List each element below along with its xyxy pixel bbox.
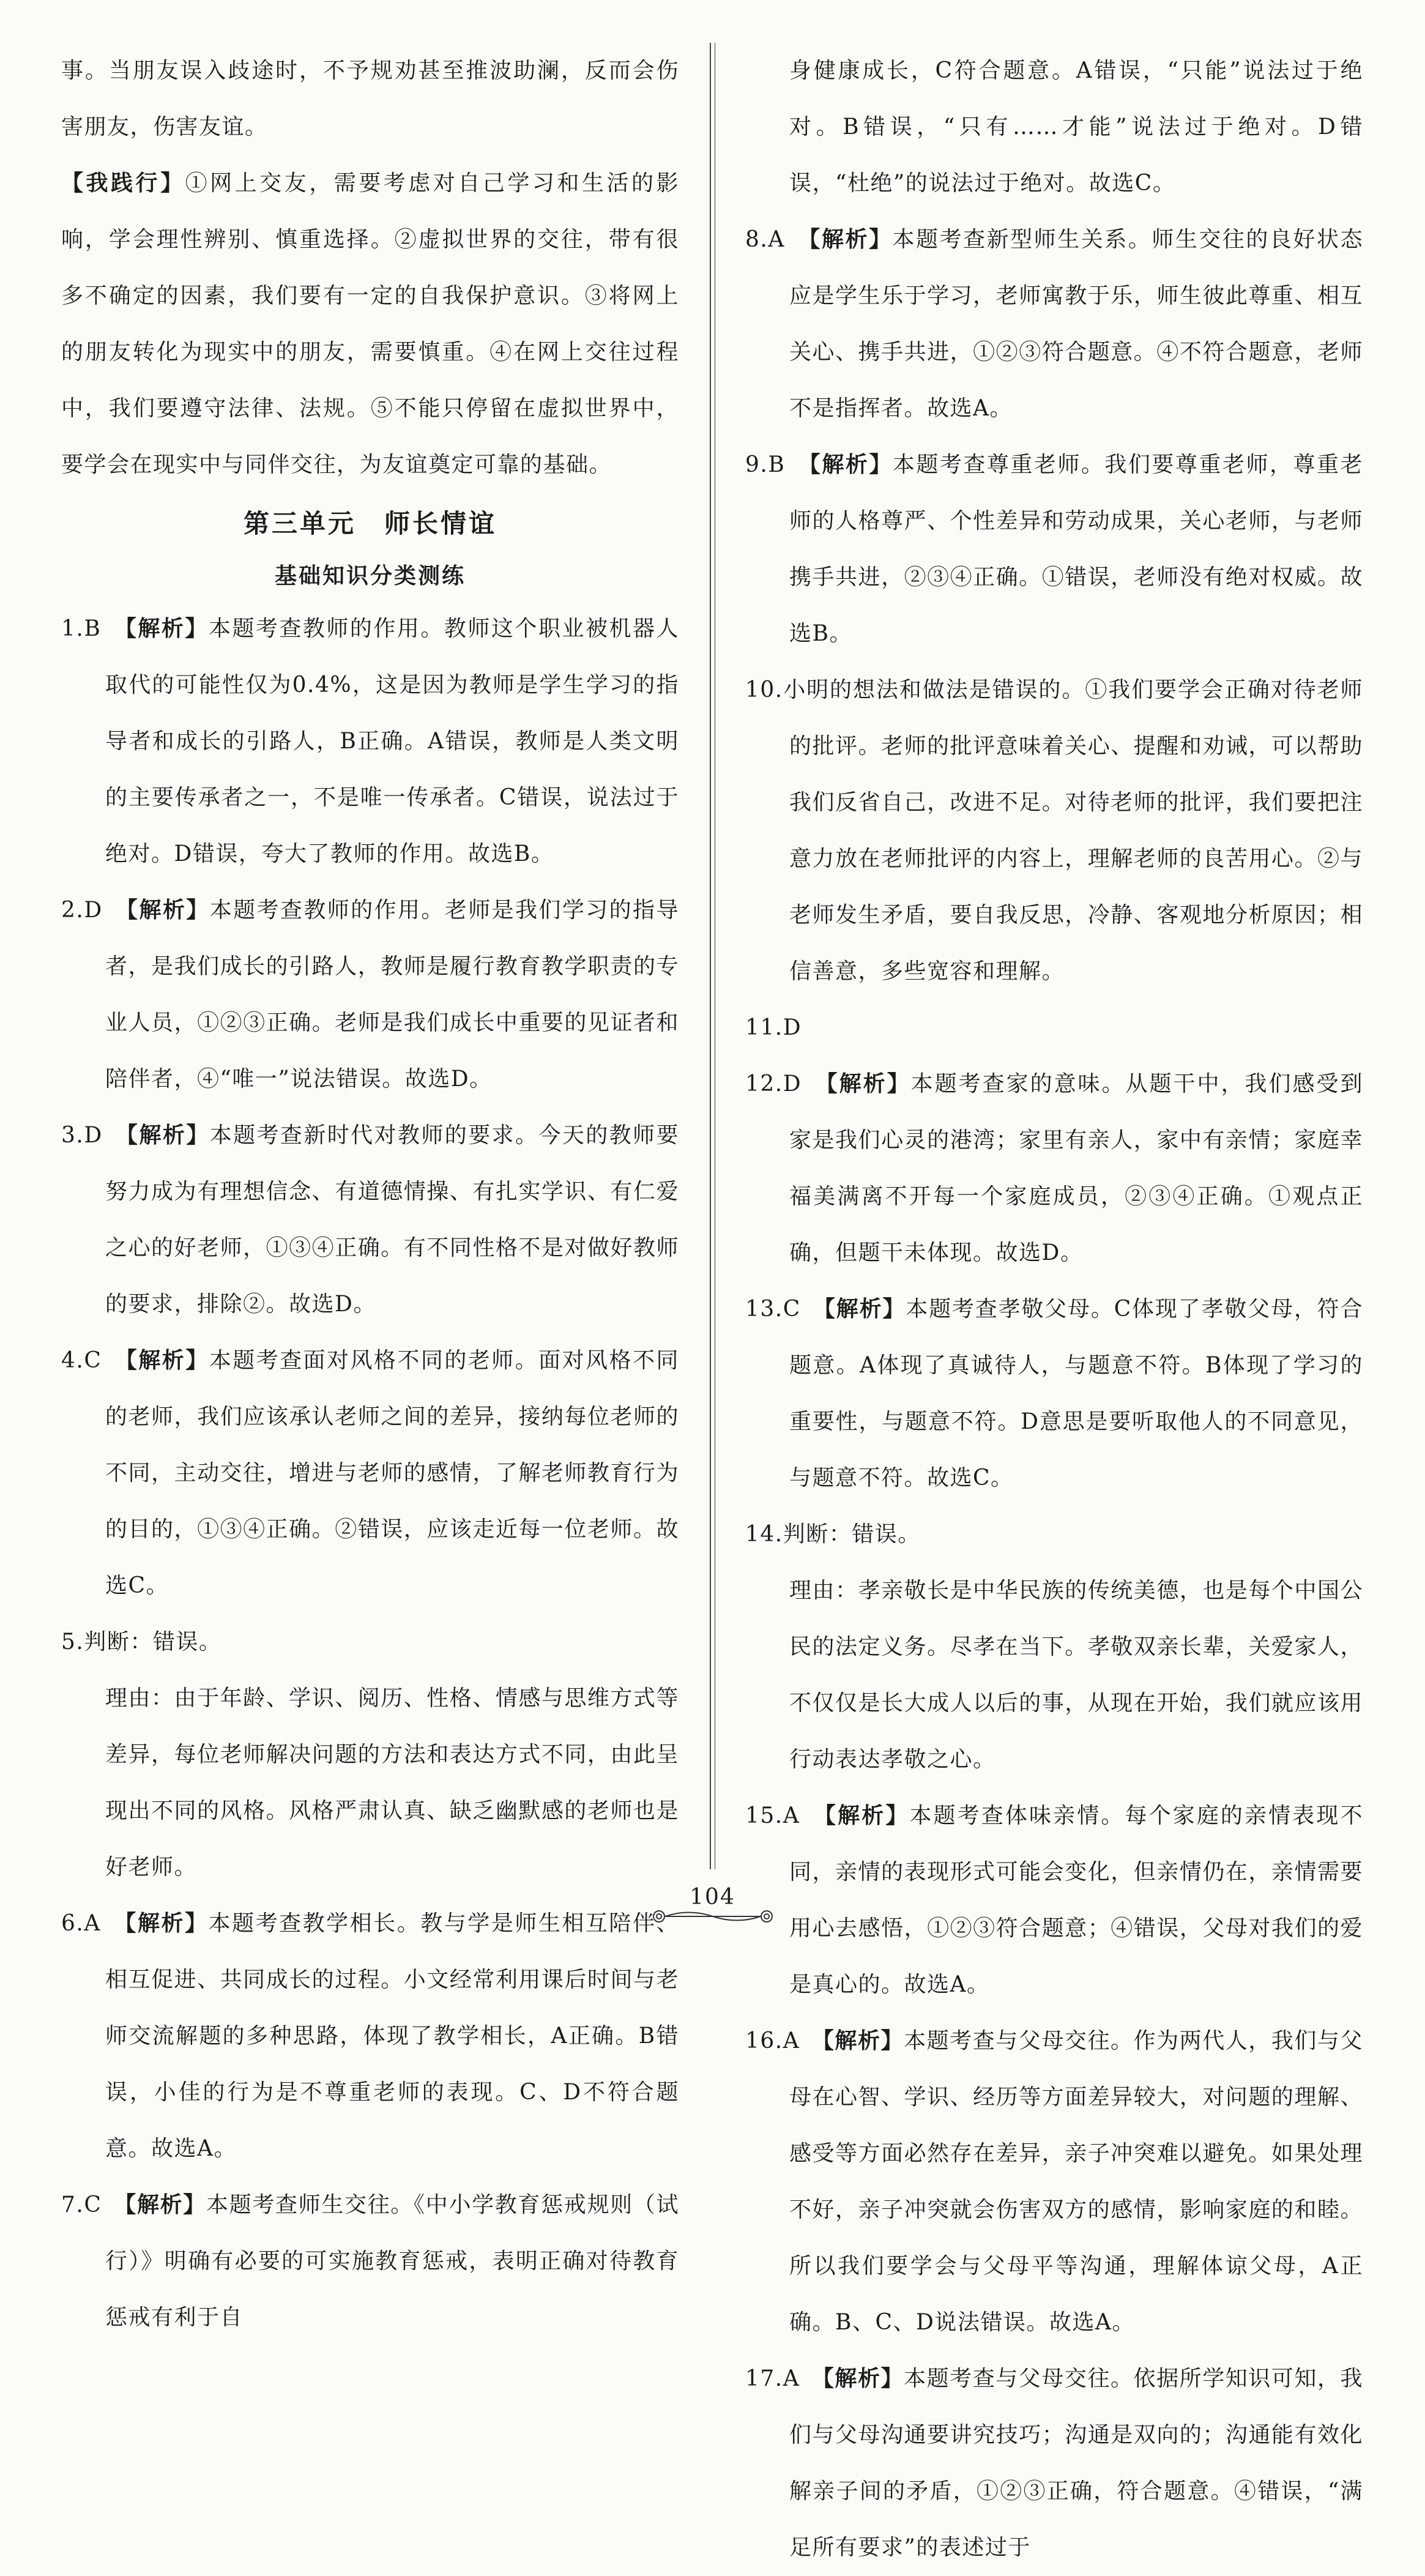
answer-text: 本题考查家的意味。从题干中，我们感受到家是我们心灵的港湾；家里有亲人，家中有亲情；家庭幸福美满离不开每一个家庭成员，②③④正确。①观点正确，但题干未体现。故选D。 bbox=[789, 1071, 1363, 1265]
answer-number: 9.B bbox=[745, 452, 786, 477]
answer-number: 16.A bbox=[745, 2028, 800, 2053]
answer-number: 7.C bbox=[61, 2192, 102, 2217]
answer-item bbox=[745, 437, 1363, 662]
answer-number: 11.D bbox=[745, 1015, 802, 1040]
practice-paragraph bbox=[61, 155, 679, 493]
answer-number: 6.A bbox=[61, 1911, 101, 1936]
answer-continuation: 身健康成长，C符合题意。A错误，“只能”说法过于绝对。B错误，“只有……才能”说法过于绝对。D错误，“杜绝”的说法过于绝对。故选C。 bbox=[789, 58, 1363, 196]
answer-item bbox=[61, 1896, 679, 2177]
answer-item bbox=[745, 1000, 1363, 1056]
practice-text: ①网上交友，需要考虑对自己学习和生活的影响，学会理性辨别、慎重选择。②虚拟世界的交往，带有很多不确定的因素，我们要有一定的自我保护意识。③将网上的朋友转化为现实中的朋友，需要慎重。④在网上交往过程中，我们要遵守法律、法规。⑤不能只停留在虚拟世界中，要学会在现实中与同伴交往，为友谊奠定可靠的基础。 bbox=[61, 171, 679, 477]
answer-number: 17.A bbox=[745, 2366, 800, 2391]
answer-number: 10. bbox=[745, 677, 783, 702]
reason-text: 理由：孝亲敬长是中华民族的传统美德，也是每个中国公民的法定义务。尽孝在当下。孝敬双亲长辈，关爱家人，不仅仅是长大成人以后的事，从现在开始，我们就应该用行动表达孝敬之心。 bbox=[789, 1578, 1363, 1772]
unit-title: 第三单元 师长情谊 bbox=[243, 508, 497, 538]
answer-text: 本题考查教学相长。教与学是师生相互陪伴、相互促进、共同成长的过程。小文经常利用课后时间与老师交流解题的多种思路，体现了教学相长，A正确。B错误，小佳的行为是不尊重老师的表现。C、D不符合题意。故选A。 bbox=[105, 1911, 679, 2161]
answer-item bbox=[61, 601, 679, 882]
analysis-tag: 【解析】 bbox=[125, 1348, 209, 1373]
answer-item bbox=[745, 2013, 1363, 2351]
answer-text: 本题考查孝敬父母。C体现了孝敬父母，符合题意。A体现了真诚待人，与题意不符。B体现了学习的重要性，与题意不符。D意思是要听取他人的不同意见，与题意不符。故选C。 bbox=[789, 1297, 1363, 1491]
analysis-tag: 【解析】 bbox=[822, 2366, 904, 2391]
analysis-tag: 【解析】 bbox=[125, 1911, 209, 1936]
analysis-tag: 【解析】 bbox=[125, 2192, 206, 2217]
analysis-tag: 【解析】 bbox=[127, 898, 210, 923]
section-title: 基础知识分类测练 bbox=[274, 564, 466, 589]
answer-item bbox=[61, 1614, 679, 1670]
judge-text: 判断：错误。 bbox=[783, 1522, 921, 1547]
paragraph-continuation: 事。当朋友误入歧途时，不予规劝甚至推波助澜，反而会伤害朋友，伤害友谊。 bbox=[61, 58, 679, 140]
answer-number: 13.C bbox=[745, 1297, 801, 1322]
answer-item bbox=[745, 662, 1363, 1000]
answer-text: 本题考查教师的作用。老师是我们学习的指导者，是我们成长的引路人，教师是履行教育教学职责的专业人员，①②③正确。老师是我们成长中重要的见证者和陪伴者，④“唯一”说法错误。故选D。 bbox=[105, 898, 679, 1092]
answer-text: 小明的想法和做法是错误的。①我们要学会正确对待老师的批评。老师的批评意味着关心、提醒和劝诫，可以帮助我们反省自己，改进不足。对待老师的批评，我们要把注意力放在老师批评的内容上，理解老师的良苦用心。②与老师发生矛盾，要自我反思，冷静、客观地分析原因；相信善意，多些宽容和理解。 bbox=[783, 677, 1363, 984]
answer-item bbox=[61, 882, 679, 1107]
analysis-tag: 【解析】 bbox=[822, 2028, 904, 2053]
analysis-tag: 【解析】 bbox=[826, 1071, 911, 1096]
answer-number: 3.D bbox=[61, 1123, 103, 1148]
answer-number: 1.B bbox=[61, 616, 102, 641]
answer-number: 14. bbox=[745, 1522, 783, 1547]
page-number: 104 bbox=[690, 1885, 735, 1910]
answer-number: 2.D bbox=[61, 898, 103, 923]
analysis-tag: 【解析】 bbox=[125, 616, 209, 641]
answer-item bbox=[745, 1281, 1363, 1506]
answer-text: 本题考查尊重老师。我们要尊重老师，尊重老师的人格尊严、个性差异和劳动成果，关心老师，与老师携手共进，②③④正确。①错误，老师没有绝对权威。故选B。 bbox=[789, 452, 1363, 646]
analysis-tag: 【解析】 bbox=[824, 1803, 910, 1828]
answer-item bbox=[745, 1056, 1363, 1281]
right-column bbox=[745, 43, 1363, 2576]
analysis-tag: 【解析】 bbox=[809, 452, 893, 477]
answer-text: 本题考查与父母交往。作为两代人，我们与父母在心智、学识、经历等方面差异较大，对问题的理解、感受等方面必然存在差异，亲子冲突难以避免。如果处理不好，亲子冲突就会伤害双方的感情，影响家庭的和睦。所以我们要学会与父母平等沟通，理解体谅父母，A正确。B、C、D说法错误。故选A。 bbox=[789, 2028, 1363, 2335]
column-divider bbox=[710, 43, 711, 1869]
answer-number: 8.A bbox=[745, 227, 785, 252]
answer-number: 4.C bbox=[61, 1348, 102, 1373]
answer-item bbox=[745, 212, 1363, 437]
answer-item bbox=[745, 1506, 1363, 1563]
answer-number: 5. bbox=[61, 1629, 84, 1655]
answer-item bbox=[745, 2351, 1363, 2576]
left-column bbox=[61, 43, 679, 2346]
answer-item bbox=[61, 1333, 679, 1614]
page-footer bbox=[0, 1885, 1425, 1927]
analysis-tag: 【解析】 bbox=[824, 1297, 906, 1322]
answer-text: 本题考查体味亲情。每个家庭的亲情表现不同，亲情的表现形式可能会变化，但亲情仍在，亲情需要用心去感悟，①②③符合题意；④错误，父母对我们的爱是真心的。故选A。 bbox=[789, 1803, 1363, 1997]
answer-number: 12.D bbox=[745, 1071, 802, 1096]
answer-number: 15.A bbox=[745, 1803, 800, 1828]
analysis-tag: 【解析】 bbox=[809, 227, 893, 252]
analysis-tag: 【解析】 bbox=[127, 1123, 210, 1148]
answer-text: 本题考查教师的作用。教师这个职业被机器人取代的可能性仅为0.4%，这是因为教师是学生学习的指导者和成长的引路人，B正确。A错误，教师是人类文明的主要传承者之一，不是唯一传承者。C错误，说法过于绝对。D错误，夸大了教师的作用。故选B。 bbox=[105, 616, 679, 866]
answer-item bbox=[61, 1107, 679, 1333]
reason-text: 理由：由于年龄、学识、阅历、性格、情感与思维方式等差异，每位老师解决问题的方法和表达方式不同，由此呈现出不同的风格。风格严肃认真、缺乏幽默感的老师也是好老师。 bbox=[105, 1686, 679, 1880]
answer-text: 本题考查师生交往。《中小学教育惩戒规则（试行）》明确有必要的可实施教育惩戒，表明正确对待教育惩戒有利于自 bbox=[105, 2192, 679, 2330]
answer-text: 本题考查与父母交往。依据所学知识可知，我们与父母沟通要讲究技巧；沟通是双向的；沟通能有效化解亲子间的矛盾，①②③正确，符合题意。④错误，“满足所有要求”的表述过于 bbox=[789, 2366, 1363, 2560]
practice-tag: 【我践行】 bbox=[61, 171, 185, 196]
judge-text: 判断：错误。 bbox=[84, 1629, 222, 1655]
answer-item bbox=[61, 2177, 679, 2346]
answer-text: 本题考查新时代对教师的要求。今天的教师要努力成为有理想信念、有道德情操、有扎实学识、有仁爱之心的好老师，①③④正确。有不同性格不是对做好教师的要求，排除②。故选D。 bbox=[105, 1123, 679, 1317]
answer-text: 本题考查新型师生关系。师生交往的良好状态应是学生乐于学习，老师寓教于乐，师生彼此尊重、相互关心、携手共进，①②③符合题意。④不符合题意，老师不是指挥者。故选A。 bbox=[789, 227, 1363, 421]
answer-text: 本题考查面对风格不同的老师。面对风格不同的老师，我们应该承认老师之间的差异，接纳每位老师的不同，主动交往，增进与老师的感情，了解老师教育行为的目的，①③④正确。②错误，应该走近每一位老师。故选C。 bbox=[105, 1348, 679, 1598]
